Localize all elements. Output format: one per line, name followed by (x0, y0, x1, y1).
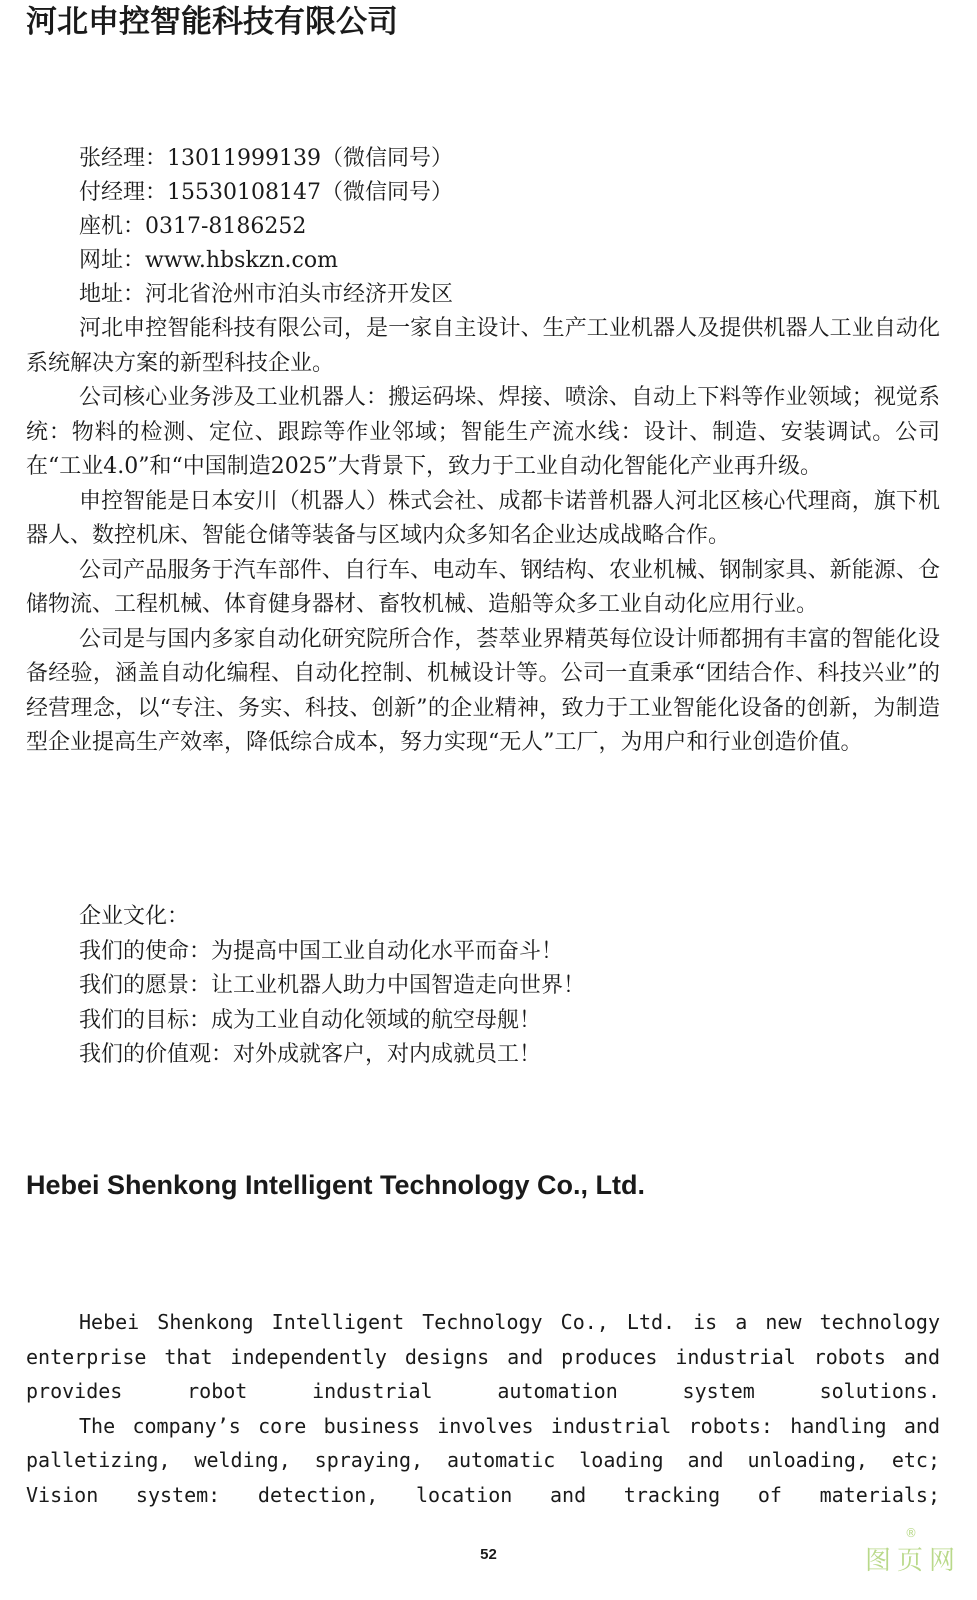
website: 网址：www.hbskzn.com (79, 248, 338, 273)
manager-zhang-phone: 张经理：13011999139（微信同号） (79, 146, 453, 171)
cn-paragraph-intro: 河北申控智能科技有限公司，是一家自主设计、生产工业机器人及提供机器人工业自动化系统解决方案的新型科技企业。 (26, 316, 940, 376)
cn-paragraph-core-business: 公司核心业务涉及工业机器人：搬运码垛、焊接、喷涂、自动上下料等作业领域；视觉系统：物料的检测、定位、跟踪等作业邻域；智能生产流水线：设计、制造、安装调试。公司在“工业4.0”和“中国制造2025”大背景下，致力于工业自动化智能化产业再升级。 (26, 385, 940, 479)
corporate-culture (79, 900, 585, 1073)
cn-paragraph-philosophy: 公司是与国内多家自动化研究院所合作，荟萃业界精英每位设计师都拥有丰富的智能化设备经验，涵盖自动化编程、自动化控制、机械设计等。公司一直秉承“团结合作、科技兴业”的经营理念，以“专注、务实、科技、创新”的企业精神，致力于工业智能化设备的创新，为制造型企业提高生产效率，降低综合成本，努力实现“无人”工厂，为用户和行业创造价值。 (26, 626, 940, 755)
chinese-company-title: 河北申控智能科技有限公司 (26, 4, 398, 40)
culture-goal: 我们的目标：成为工业自动化领域的航空母舰！ (79, 1007, 542, 1033)
watermark-logo (864, 1526, 961, 1577)
en-paragraph-intro: Hebei Shenkong Intelligent Technology Co., Ltd. is a new technology enterprise that independently designs and produces industrial robots and provides robot industrial automation system solutions. (26, 1310, 940, 1403)
culture-vision: 我们的愿景：让工业机器人助力中国智造走向世界！ (79, 973, 586, 998)
culture-heading: 企业文化： (79, 904, 190, 929)
english-company-description (26, 1305, 940, 1512)
manager-fu-phone: 付经理：15530108147（微信同号） (79, 180, 453, 205)
cn-paragraph-agency: 申控智能是日本安川（机器人）株式会社、成都卡诺普机器人河北区核心代理商，旗下机器人、数控机床、智能仓储等装备与区域内众多知名企业达成战略合作。 (26, 488, 940, 548)
english-company-title: Hebei Shenkong Intelligent Technology Co., Ltd. (26, 1170, 646, 1200)
cn-paragraph-industries: 公司产品服务于汽车部件、自行车、电动车、钢结构、农业机械、钢制家具、新能源、仓储物流、工程机械、体育健身器材、畜牧机械、造船等众多工业自动化应用行业。 (26, 557, 940, 617)
culture-values: 我们的价值观：对外成就客户，对内成就员工！ (79, 1042, 542, 1067)
page-number: 52 (480, 1546, 497, 1563)
watermark-text: 图页网 (864, 1546, 961, 1576)
landline-phone: 座机：0317-8186252 (79, 214, 307, 239)
contact-info (79, 142, 949, 312)
en-paragraph-core-business: The company’s core business involves industrial robots: handling and palletizing, welding, spraying, automatic loading and unloading, etc; Vision system: detection, location and tracking of materials; (26, 1413, 940, 1507)
chinese-company-description (26, 312, 940, 761)
culture-mission: 我们的使命：为提高中国工业自动化水平而奋斗！ (79, 938, 564, 964)
address: 地址：河北省沧州市泊头市经济开发区 (79, 282, 454, 307)
registered-mark-icon: ® (904, 1526, 917, 1540)
